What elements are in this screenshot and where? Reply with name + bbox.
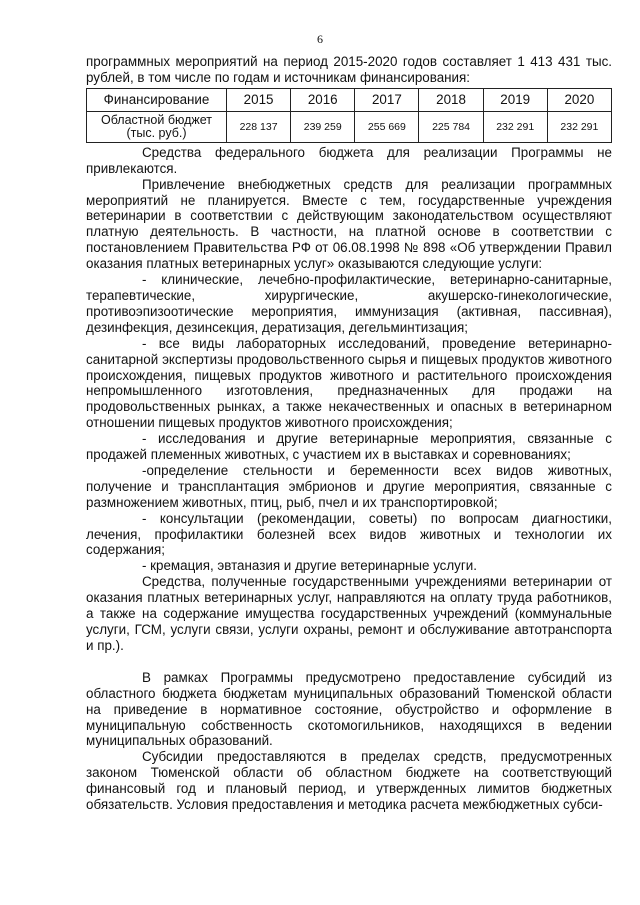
table-header-cell: 2015 (227, 88, 291, 111)
table-cell: 255 669 (355, 111, 419, 142)
table-header-cell: 2017 (355, 88, 419, 111)
table-row-label: Областной бюджет (тыс. руб.) (87, 111, 227, 142)
table-header-cell: 2018 (419, 88, 483, 111)
table-cell: 239 259 (291, 111, 355, 142)
list-item-pregnancy: -определение стельности и беременности всех видов животных, получение и трансплантация эмбрионов и другие мероприятия, связанные с размножением животных, птиц, рыб, пчел и их транспортировкой; (86, 462, 612, 510)
table-cell: 228 137 (227, 111, 291, 142)
table-header-cell: 2016 (291, 88, 355, 111)
paragraph-extrabudgetary: Привлечение внебюджетных средств для реализации программных мероприятий не планируется. Вместе с тем, государственные учреждения ветеринарии в соответствии с действующим законодательством осуществляют платную деятельность. В частности, на платной основе в соответствии с постановлением Правительства РФ от 06.08.1998 № 898 «Об утверждении Правил оказания платных ветеринарных услуг» оказываются следующие услуги: (86, 176, 612, 272)
list-item-clinical: - клинические, лечебно-профилактические, ветеринарно-санитарные, терапевтические, хирургические, акушерско-гинекологические, противоэпизоотические мероприятия, иммунизация (активная, пассивная), дезинфекция, дезинсекция, дератизация, дегельминтизация; (86, 272, 612, 335)
list-item-consultations: - консультации (рекомендации, советы) по вопросам диагностики, лечения, профилактики болезней всех видов животных и технологии их содержания; (86, 510, 612, 558)
paragraph-subsidy-conditions: Субсидии предоставляются в пределах средств, предусмотренных законом Тюменской области об областном бюджете на соответствующий финансовый год и плановый период, и утвержденных лимитов бюджетных обязательств. Условия предоставления и методика расчета межбюджетных субси- (86, 749, 612, 813)
table-header-cell: 2020 (547, 88, 611, 111)
paragraph-subsidies: В рамках Программы предусмотрено предоставление субсидий из областного бюджета бюджетам муниципальных образований Тюменской области на приведение в нормативное состояние, обустройство и оформление в муниципальную собственность скотомогильников, находящихся в ведении муниципальных образований. (86, 669, 612, 749)
table-header-row (87, 88, 612, 111)
paragraph-federal-budget: Средства федерального бюджета для реализации Программы не привлекаются. (86, 144, 612, 176)
paragraph-spacer (86, 654, 612, 670)
list-item-breeding-sales: - исследования и другие ветеринарные мероприятия, связанные с продажей племенных животных, с участием их в выставках и соревнованиях; (86, 431, 612, 463)
financing-table (86, 88, 612, 143)
list-item-cremation: - кремация, эвтаназия и другие ветеринарные услуги. (142, 558, 477, 574)
table-cell: 225 784 (419, 111, 483, 142)
table-row (87, 111, 612, 142)
intro-paragraph: программных мероприятий на период 2015-2020 годов составляет 1 413 431 тыс. рублей, в том числе по годам и источникам финансирования: (86, 54, 612, 85)
table-header-cell: 2019 (483, 88, 547, 111)
document-body (86, 54, 612, 813)
paragraph-paid-services-funds: Средства, полученные государственными учреждениями ветеринарии от оказания платных ветеринарных услуг, направляются на оплату труда работников, а также на содержание имущества государственных учреждений (коммунальные услуги, ГСМ, услуги связи, услуги охраны, ремонт и обслуживание автотранспорта и пр.). (86, 574, 612, 653)
page-number: 6 (317, 32, 323, 46)
list-item-laboratory: - все виды лабораторных исследований, проведение ветеринарно-санитарной экспертизы продовольственного сырья и пищевых продуктов животного происхождения, пищевых продуктов животного и растительного происхождения непромышленного изготовления, предназначенных для продажи на продовольственных рынках, а также некачественных и опасных в ветеринарном отношении пищевых продуктов животного происхождения; (86, 335, 612, 431)
table-cell: 232 291 (483, 111, 547, 142)
table-header-cell: Финансирование (87, 88, 227, 111)
table-cell: 232 291 (547, 111, 611, 142)
